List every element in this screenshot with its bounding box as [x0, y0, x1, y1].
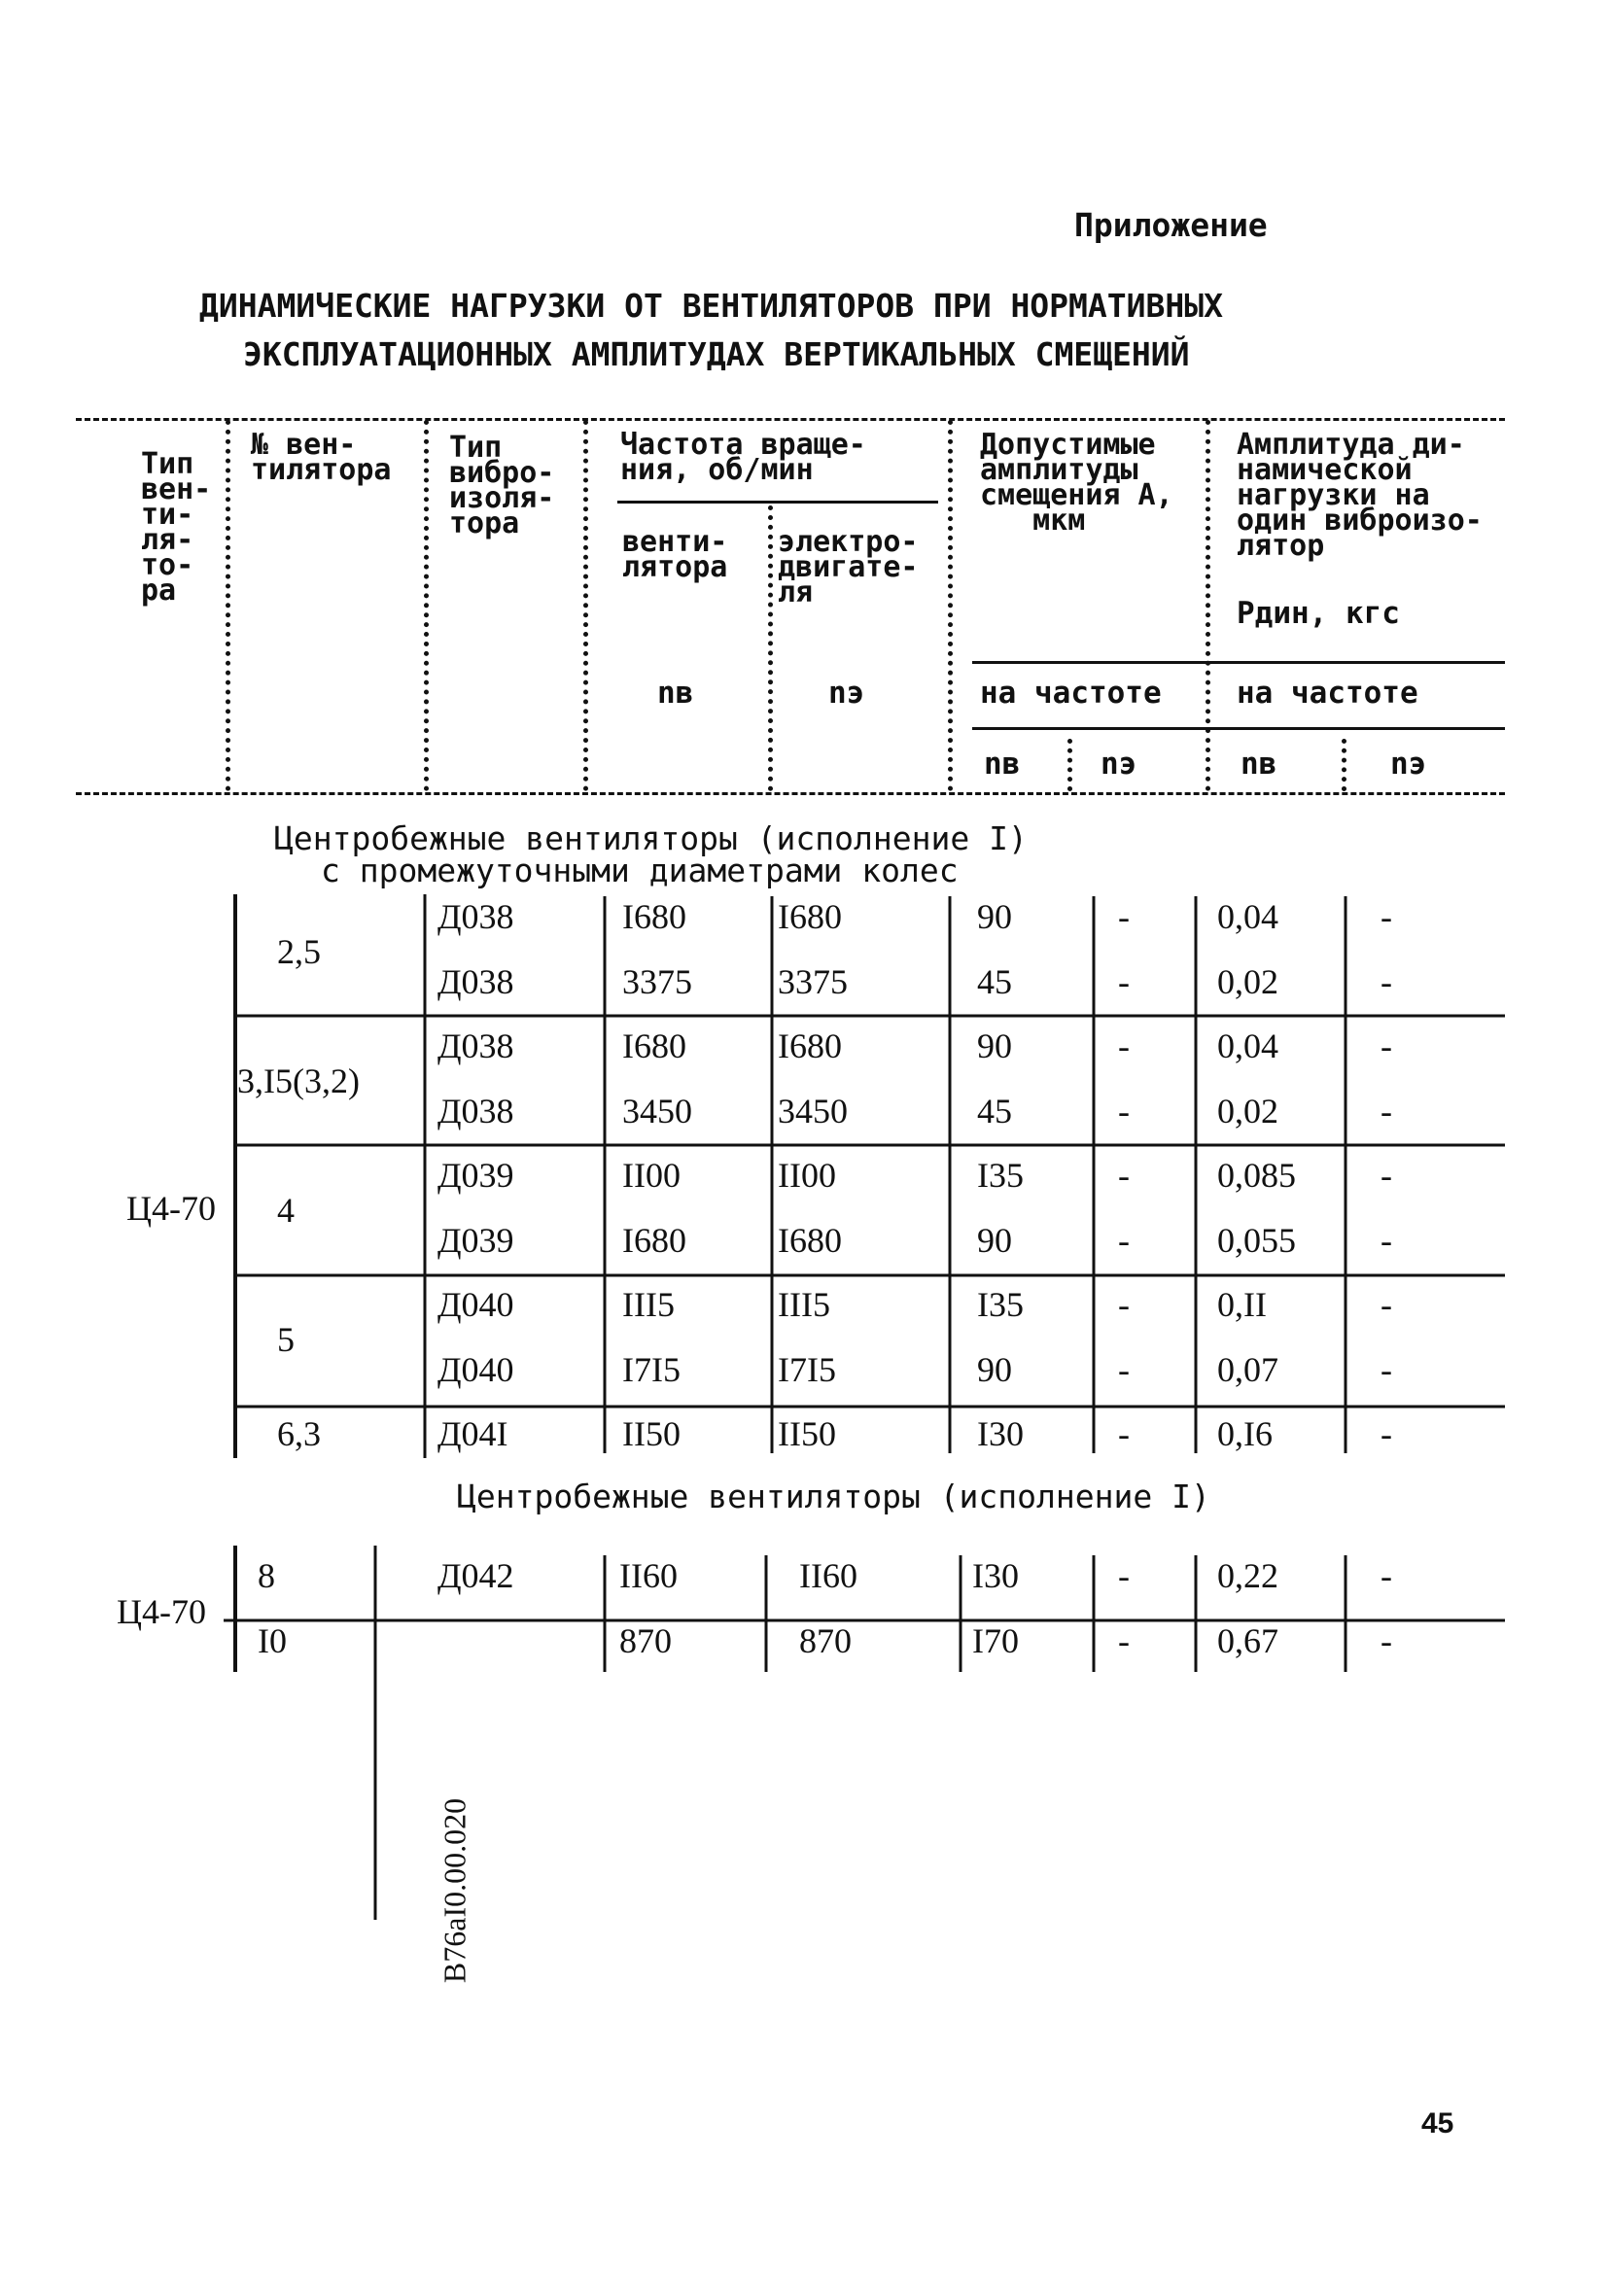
cell-p_nv: 0,055	[1217, 1220, 1296, 1260]
header-isolator-type: Тип вибро- изоля- тора	[449, 431, 555, 540]
cell-nv: II00	[622, 1156, 681, 1195]
header-load-amplitude: Амплитуда ди- намической нагрузки на один виброизо- лятор	[1237, 428, 1483, 563]
cell-iso: Д042	[437, 1556, 514, 1595]
cell-a_nv: 90	[977, 1026, 1012, 1065]
cell-a_ne: -	[1118, 1220, 1130, 1260]
cell-ne: II50	[778, 1414, 836, 1453]
header-sub-nv-p: nв	[1241, 747, 1277, 782]
cell-p_ne: -	[1381, 1285, 1392, 1324]
header-sub-nv-a: nв	[984, 747, 1021, 782]
cell-iso: Д039	[437, 1156, 514, 1195]
cell-ne: I7I5	[778, 1349, 836, 1389]
cell-p_ne: -	[1381, 1156, 1392, 1195]
section2-title: Центробежные вентиляторы (исполнение I)	[457, 1478, 1210, 1515]
cell-p_ne: -	[1381, 1414, 1392, 1453]
cell-p_nv: 0,04	[1217, 1026, 1278, 1065]
cell-p_nv: 0,085	[1217, 1156, 1296, 1195]
cell-nv: 3450	[622, 1091, 692, 1131]
cell-iso: Д038	[437, 961, 514, 1001]
cell-ne: 870	[799, 1621, 852, 1660]
title-line-1: ДИНАМИЧЕСКИЕ НАГРУЗКИ ОТ ВЕНТИЛЯТОРОВ ПРИ НОРМАТИВНЫХ	[199, 287, 1223, 325]
cell-iso: Д039	[437, 1220, 514, 1260]
cell-ne: II60	[799, 1556, 857, 1595]
cell-ne: I680	[778, 1026, 842, 1065]
appendix-label: Приложение	[1074, 206, 1268, 244]
cell-nv: I680	[622, 1220, 686, 1260]
header-nv-symbol: nв	[657, 676, 694, 711]
cell-nv: I7I5	[622, 1349, 681, 1389]
header-fan-type: Тип вен- ти- ля- то- ра	[141, 447, 212, 608]
section2-fan-type: Ц4-70	[117, 1592, 206, 1631]
header-sub-ne-a: nэ	[1101, 747, 1137, 782]
header-at-frequency-a: на частоте	[980, 676, 1162, 711]
cell-a_ne: -	[1118, 897, 1130, 936]
cell-no: 5	[277, 1320, 295, 1359]
cell-p_ne: -	[1381, 1091, 1392, 1131]
cell-p_nv: 0,02	[1217, 961, 1278, 1001]
cell-no: I0	[258, 1621, 287, 1660]
cell-a_nv: I30	[972, 1556, 1019, 1595]
cell-nv: III5	[622, 1285, 675, 1324]
cell-a_ne: -	[1118, 1156, 1130, 1195]
section2-vertical-code: В76аI0.00.020	[437, 1797, 472, 1984]
cell-p_nv: 0,II	[1217, 1285, 1267, 1324]
cell-p_nv: 0,22	[1217, 1556, 1278, 1595]
cell-ne: I680	[778, 897, 842, 936]
cell-iso: Д040	[437, 1285, 514, 1324]
cell-a_nv: I35	[977, 1285, 1024, 1324]
cell-ne: III5	[778, 1285, 830, 1324]
cell-a_ne: -	[1118, 1091, 1130, 1131]
cell-a_nv: I30	[977, 1414, 1024, 1453]
cell-no: 2,5	[277, 932, 321, 971]
cell-nv: 870	[619, 1621, 672, 1660]
cell-iso: Д038	[437, 1091, 514, 1131]
cell-nv: II60	[619, 1556, 678, 1595]
cell-ne: II00	[778, 1156, 836, 1195]
cell-a_ne: -	[1118, 1556, 1130, 1595]
cell-a_nv: 90	[977, 897, 1012, 936]
cell-a_ne: -	[1118, 1026, 1130, 1065]
cell-a_nv: 45	[977, 961, 1012, 1001]
cell-a_ne: -	[1118, 961, 1130, 1001]
cell-a_nv: I35	[977, 1156, 1024, 1195]
cell-p_ne: -	[1381, 897, 1392, 936]
section1-fan-type: Ц4-70	[126, 1189, 216, 1228]
cell-a_nv: 90	[977, 1220, 1012, 1260]
header-fan-frequency: венти- лятора	[622, 525, 728, 584]
cell-iso: Д040	[437, 1349, 514, 1389]
cell-p_nv: 0,67	[1217, 1621, 1278, 1660]
cell-iso: Д04I	[437, 1414, 508, 1453]
header-rotation-frequency: Частота враще- ния, об/мин	[620, 428, 866, 487]
cell-p_nv: 0,07	[1217, 1349, 1278, 1389]
cell-no: 8	[258, 1556, 275, 1595]
cell-p_nv: 0,02	[1217, 1091, 1278, 1131]
cell-a_ne: -	[1118, 1349, 1130, 1389]
cell-ne: 3450	[778, 1091, 848, 1131]
header-sub-ne-p: nэ	[1390, 747, 1427, 782]
cell-no: 3,I5(3,2)	[237, 1061, 360, 1100]
cell-iso: Д038	[437, 897, 514, 936]
cell-nv: I680	[622, 1026, 686, 1065]
cell-ne: I680	[778, 1220, 842, 1260]
section1-title-line2: с промежуточными диаметрами колес	[321, 852, 959, 889]
cell-p_ne: -	[1381, 961, 1392, 1001]
cell-no: 4	[277, 1191, 295, 1230]
page-number: 45	[1421, 2107, 1454, 2139]
cell-nv: 3375	[622, 961, 692, 1001]
cell-p_ne: -	[1381, 1556, 1392, 1595]
cell-nv: I680	[622, 897, 686, 936]
header-at-frequency-p: на частоте	[1237, 676, 1418, 711]
cell-p_ne: -	[1381, 1349, 1392, 1389]
cell-p_nv: 0,I6	[1217, 1414, 1273, 1453]
cell-iso: Д038	[437, 1026, 514, 1065]
cell-p_nv: 0,04	[1217, 897, 1278, 936]
cell-a_nv: I70	[972, 1621, 1019, 1660]
section1-title-line1: Центробежные вентиляторы (исполнение I)	[274, 819, 1028, 857]
cell-a_nv: 90	[977, 1349, 1012, 1389]
header-ne-symbol: nэ	[828, 676, 865, 711]
cell-p_ne: -	[1381, 1026, 1392, 1065]
cell-a_ne: -	[1118, 1285, 1130, 1324]
cell-p_ne: -	[1381, 1621, 1392, 1660]
title-line-2: ЭКСПЛУАТАЦИОННЫХ АМПЛИТУДАХ ВЕРТИКАЛЬНЫХ СМЕЩЕНИЙ	[243, 335, 1190, 373]
cell-a_ne: -	[1118, 1414, 1130, 1453]
cell-no: 6,3	[277, 1414, 321, 1453]
cell-p_ne: -	[1381, 1220, 1392, 1260]
cell-a_ne: -	[1118, 1621, 1130, 1660]
header-fan-number: № вен- тилятора	[251, 428, 392, 487]
cell-ne: 3375	[778, 961, 848, 1001]
cell-nv: II50	[622, 1414, 681, 1453]
cell-a_nv: 45	[977, 1091, 1012, 1131]
header-motor-frequency: электро- двигате- ля	[778, 525, 919, 609]
header-p-din: Pдин, кгс	[1237, 596, 1400, 631]
header-allowed-amplitude: Допустимые амплитуды смещения А, мкм	[980, 428, 1173, 538]
